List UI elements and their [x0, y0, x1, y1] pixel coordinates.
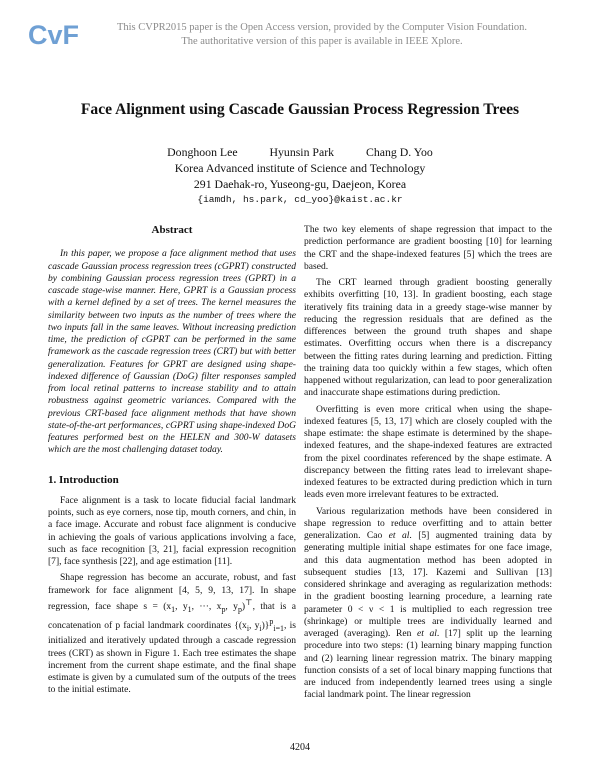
- intro-paragraph-1: Face alignment is a task to locate fiducial facial landmark points, such as eye corners, nose tip, mouth corners, and chin, in a face image. Accurate and robust face alignment is conducive in achieving the goals of various applications involving a face, such as face recognition [3, 21], facial expression recognition [7], face synthesis [22], and age estimation [11].: [48, 494, 296, 567]
- affiliation: Korea Advanced institute of Science and Technology: [174, 161, 426, 175]
- author-name: Donghoon Lee: [167, 145, 238, 159]
- et-al: et al: [388, 530, 410, 541]
- address: 291 Daehak-ro, Yuseong-gu, Daejeon, Korea: [193, 177, 407, 191]
- right-column: [304, 224, 552, 702]
- right-p4-part-c: . [17] split up the learning procedure into two steps: (1) learning binary mapping function and (2) learning linear regression matrix. The binary mapping function consists of a set of local binary mapping functions that are induced from independently learned trees using a single facial landmark point. The linear regression: [304, 628, 553, 701]
- paper-title: Face Alignment using Cascade Gaussian Process Regression Trees: [80, 101, 520, 118]
- right-paragraph-4: [304, 506, 552, 702]
- open-access-banner: [112, 21, 532, 48]
- abstract-heading: Abstract: [151, 224, 193, 236]
- abstract-text: In this paper, we propose a face alignment method that uses cascade Gaussian process regression trees (cGPRT) constructed by combining Gaussian process regression trees (GPRT) in a cascade stage-wise manner. Here, GPRT is a Gaussian process with a kernel defined by a set of trees. The kernel measures the similarity between two inputs as the number of trees where the two inputs fall in the same leaves. Without increasing prediction time, the prediction of cGPRT can be performed in the same framework as the cascade regression trees (CRT) but with better generalization. Features for GPRT are designed using shape-indexed difference of Gaussian (DoG) filter responses sampled from local retinal patterns to increase stability and to attain robustness against geometric variances. Compared with the previous CRT-based face alignment methods that have shown state-of-the-art performances, cGPRT using shape-indexed DoG features performed best on the HELEN and 300-W datasets which are the most challenging dataset today.: [48, 248, 296, 456]
- cvf-logo: [26, 20, 80, 48]
- author-names: [0, 144, 600, 160]
- author-email: {iamdh, hs.park, cd_yoo}@kaist.ac.kr: [197, 194, 403, 205]
- left-column: [48, 224, 296, 697]
- right-p4-part-a: Various regularization methods have been considered in shape regression to reduce overfitting and to attain better generalization. Cao: [304, 505, 552, 541]
- author-name: Chang D. Yoo: [365, 145, 433, 159]
- author-name: Hyunsin Park: [269, 145, 335, 159]
- intro-p2-part-c: is initialized and iteratively updated through a cascade regression trees (CRT) as shown in Figure 1. Each tree estimates the shape increment from the current shape estimate, and the final shape estimate is given by a cumulated sum of the outputs of the trees to the initial estimate.: [48, 620, 296, 696]
- banner-line-2: The authoritative version of this paper is available in IEEE Xplore.: [181, 35, 463, 47]
- intro-paragraph-2: Shape regression has become an accurate, robust, and fast framework for face alignment [4, 5, 9, 13, 17]. In shape regression, face shape $s = (x_1$, $y_1$, ···, $x_p$, $y_p)^⊤$, that is a concatenation of p facial landmark coordinates {($x_i$, $y_i)\}^p_{i=1}$, is initialized and iteratively updated through a cascade regression trees (CRT) as shown in Figure 1. Each tree estimates the shape increment from the current shape estimate, and the final shape estimate is given by a cumulated sum of the outputs of the trees to the initial estimate.: [48, 572, 297, 696]
- author-block: [0, 144, 600, 208]
- intro-p2-part-a: Shape regression has become an accurate, robust, and fast framework for face alignment [4, 5, 9, 13, 17]. In shape regression, face shape s = (x: [48, 572, 296, 612]
- right-p4-part-b: . [5] augmented training data by generating multiple initial shape estimates for one face image, and this data augmentation method has been adopted in subsequent studies [13, 17]. Kazemi and Sullivan [13] considered shrinkage and averaging as regularization methods: in the gradient boosting learning procedure, a learning rate parameter 0 < ν < 1 is multiplied to each regression tree (shrinkage) or multiple trees are individually learned and averaged (averaging). Ren: [304, 530, 553, 639]
- page-number: 4204: [290, 742, 310, 753]
- et-al: et al: [416, 628, 437, 639]
- right-paragraph-2: The CRT learned through gradient boosting generally exhibits overfitting [10, 13]. In gradient boosting, each stage iteratively fits training data in a greedy stage-wise manner by reducing the regression residuals that are defined as the differences between the ground truth shapes and shape estimates. Overfitting occurs when there is a discrepancy between the fitting rates during learning and prediction. Fitting the training data too quickly within a few stages, which often happened without regularization, can lead to poor generalization and inaccurate shape estimations during prediction.: [304, 277, 552, 399]
- svg-text:CvF: CvF: [28, 20, 80, 48]
- intro-p2-part-b: that is a concatenation of p facial landmark coordinates {(x: [48, 600, 297, 632]
- section-heading-introduction: 1. Introduction: [48, 473, 119, 486]
- right-paragraph-1: The two key elements of shape regression that impact to the prediction performance are gradient boosting [10] for learning the CRT and the shape-indexed features [5] which the trees are based.: [304, 224, 552, 272]
- right-paragraph-3: Overfitting is even more critical when using the shape-indexed features [5, 13, 17] which are closely coupled with the shape estimate: the shape estimate is determined by the shape-indexed features, and the shape-indexed features are extracted from the pixel coordinates referenced by the shape estimate. A discrepancy between the fitting rates lead to irrelevant shape-indexed features to be extracted during prediction which in turn leads even more irrelevant features to be extracted.: [304, 403, 552, 501]
- banner-line-1: This CVPR2015 paper is the Open Access version, provided by the Computer Vision Foundation.: [116, 22, 528, 33]
